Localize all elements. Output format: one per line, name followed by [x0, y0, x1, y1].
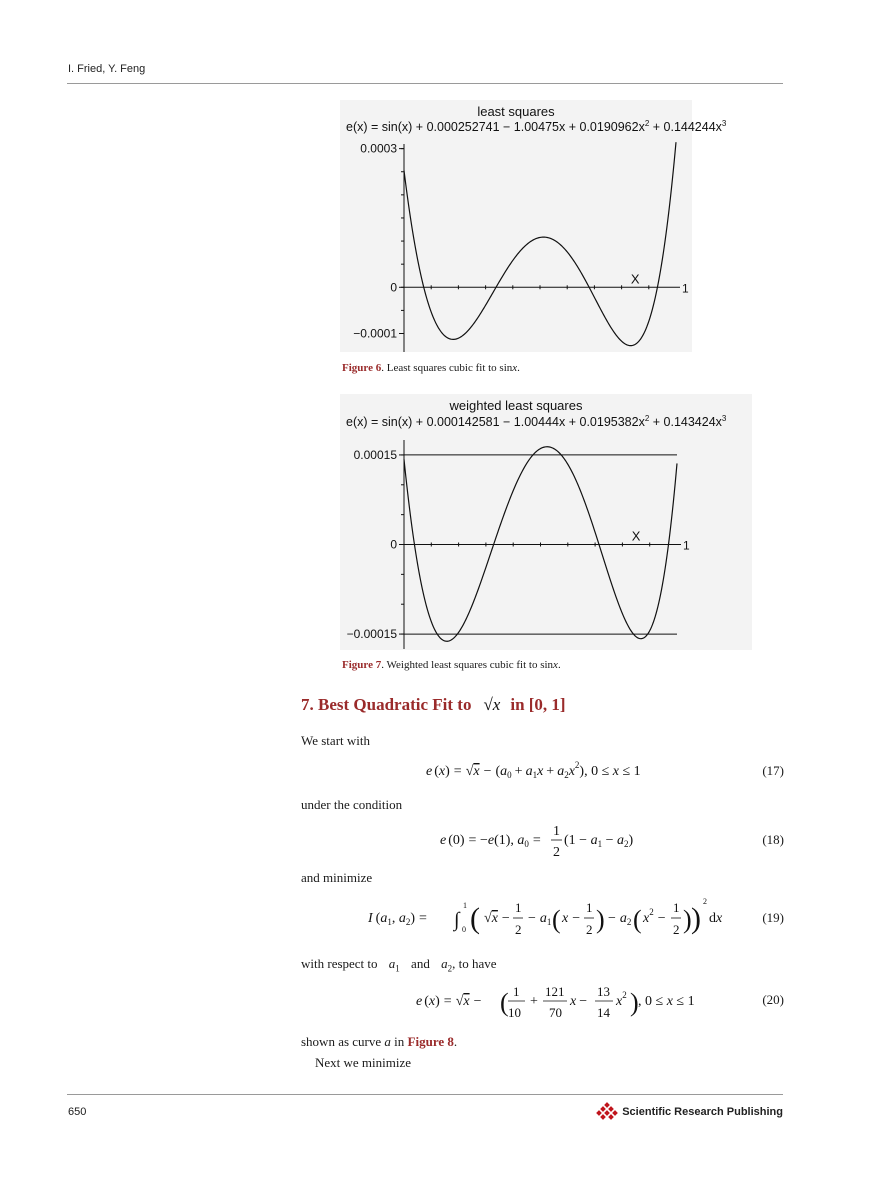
equation-20 — [300, 975, 784, 1027]
equation-18-number: (18) — [762, 832, 784, 847]
section-title-suffix: in [0, 1] — [510, 695, 566, 714]
text-to-have: , to have — [452, 956, 497, 971]
least-squares-chart — [340, 100, 727, 352]
equation-19 — [300, 890, 784, 946]
figure-7-plot — [340, 394, 752, 650]
figure-6-caption-text: . Least squares cubic fit to sin — [381, 362, 513, 374]
chart-title: weighted least squares — [449, 398, 583, 413]
var-a1: $a_1$ — [388, 956, 400, 974]
figure-6-caption-var: x — [512, 362, 518, 374]
paragraph-minimize: and minimize — [301, 870, 373, 885]
svg-text:(: ( — [633, 905, 642, 934]
paragraph-next: Next we minimize — [315, 1055, 412, 1070]
equation-19-number: (19) — [762, 910, 784, 925]
y-tick-label: 0 — [390, 537, 397, 552]
section-title-sqrt-x: √x — [483, 695, 501, 714]
svg-text:14: 14 — [597, 1005, 610, 1020]
text-in: in — [394, 1034, 405, 1049]
svg-text:1: 1 — [673, 900, 680, 915]
svg-text:, 0 ≤ x ≤ 1: , 0 ≤ x ≤ 1 — [638, 994, 695, 1009]
x-axis-label: X — [631, 528, 641, 544]
svg-text:2: 2 — [703, 897, 707, 906]
svg-text:): ) — [691, 902, 701, 935]
y-tick-label: 0.00015 — [353, 447, 397, 462]
header-rule — [67, 83, 783, 84]
svg-text:2: 2 — [515, 922, 522, 937]
figure-8-link[interactable]: Figure 8 — [407, 1034, 454, 1049]
figure-7-caption-end: . — [557, 659, 561, 671]
figure-6-label[interactable]: Figure 6 — [342, 362, 382, 374]
chart-subtitle: $e(x) = \sin(x) + 0.000252741 - 1.00475x + 0.0190962x^2 + 0.144244x^3$ — [346, 119, 727, 134]
section-heading — [301, 695, 566, 715]
svg-text:1: 1 — [515, 900, 522, 915]
svg-text:2: 2 — [553, 845, 560, 860]
figure-7-caption — [342, 659, 561, 671]
y-tick-label: 0 — [390, 280, 397, 295]
equation-18-formula — [300, 816, 784, 866]
figure-6-caption — [342, 362, 520, 374]
svg-text:): ) — [596, 905, 605, 934]
svg-text:√x−: √x − — [484, 911, 510, 926]
chart-title: least squares — [477, 104, 555, 119]
text-and: and — [411, 956, 430, 971]
x-end-label: 1 — [682, 281, 689, 296]
svg-text:2: 2 — [586, 922, 593, 937]
publisher-brand — [596, 1103, 783, 1121]
svg-text:(1 − a1 − a2): $(1 - a_1 - a_2)$ — [564, 833, 634, 849]
svg-text:x−: x − — [562, 911, 581, 926]
page-number: 650 — [68, 1106, 87, 1118]
svg-text:∫: ∫ — [454, 909, 460, 931]
figure-7-caption-text: . Weighted least squares cubic fit to sin — [381, 659, 554, 671]
svg-text:1: 1 — [463, 901, 467, 910]
publisher-logo-icon — [596, 1103, 618, 1121]
svg-text:0: 0 — [462, 925, 466, 934]
svg-text:−a2: − $a_2$ — [608, 911, 632, 927]
equation-17-number: (17) — [762, 763, 784, 778]
svg-text:1: 1 — [553, 824, 560, 839]
svg-text:(: ( — [470, 902, 480, 935]
figure-7-caption-var: x — [553, 659, 558, 671]
equation-20-formula — [300, 975, 784, 1027]
svg-text:x2−: $x^2$ − — [643, 907, 666, 926]
svg-text:(: ( — [500, 988, 509, 1017]
text-shown-as-curve: shown as curve — [301, 1034, 382, 1049]
svg-text:): ) — [683, 905, 692, 934]
svg-text:x−: x − — [570, 994, 588, 1009]
svg-text:x2: $x^2$ — [616, 990, 627, 1009]
weighted-least-squares-chart — [340, 394, 752, 650]
svg-text:10: 10 — [508, 1005, 521, 1020]
text-period: . — [453, 1034, 458, 1049]
svg-text:1: 1 — [513, 984, 520, 999]
svg-text:dx: dx — [709, 911, 723, 926]
text-with-respect-to: with respect to — [301, 956, 378, 971]
svg-text:2: 2 — [673, 922, 680, 937]
paragraph-with-respect — [301, 956, 496, 974]
svg-text:1: 1 — [586, 900, 593, 915]
chart-subtitle: $e(x) = \sin(x) + 0.000142581 - 1.00444x + 0.0195382x^2 + 0.143424x^3$ — [346, 414, 727, 429]
equation-20-number: (20) — [762, 992, 784, 1007]
svg-text:+: + — [530, 994, 538, 1009]
paragraph-shown-as — [301, 1034, 457, 1050]
publisher-name: Scientific Research Publishing — [622, 1106, 783, 1118]
svg-text:e(x)=√x−: e (x) = √x − — [416, 994, 482, 1009]
y-tick-label: −0.0001 — [353, 326, 397, 341]
svg-text:121: 121 — [545, 984, 565, 999]
figure-7-label[interactable]: Figure 7 — [342, 659, 382, 671]
running-header-authors: I. Fried, Y. Feng — [68, 63, 146, 75]
x-axis-label: X — [630, 271, 640, 287]
y-tick-label: −0.00015 — [346, 627, 397, 642]
text-curve-a: a — [384, 1034, 391, 1049]
figure-6-plot — [340, 100, 727, 352]
figure-6-caption-end: . — [517, 362, 520, 374]
equation-17 — [300, 752, 784, 802]
svg-text:−a1: − $a_1$ — [528, 911, 552, 927]
section-title-prefix: 7. Best Quadratic Fit to — [301, 695, 472, 714]
svg-text:e(x)=√x−(a0+a1x+a2x2), 0 ≤ x ≤: e $(x) = √x - (a_0 + a_1x + a_2x^2)$, 0 ≤ x ≤ 1 — [426, 760, 641, 780]
svg-text:70: 70 — [549, 1005, 562, 1020]
svg-text:13: 13 — [597, 984, 610, 999]
paragraph-condition: under the condition — [301, 797, 403, 812]
equation-18 — [300, 816, 784, 866]
x-end-label: 1 — [683, 538, 690, 553]
svg-text:e(0)= −e(1), a0=: e (0) = −e(1), $a_0$ = — [440, 833, 541, 849]
var-a2: $a_2$ — [441, 956, 453, 974]
y-tick-label: 0.0003 — [360, 141, 397, 156]
equation-17-formula — [300, 752, 784, 792]
svg-text:): ) — [630, 988, 639, 1017]
paragraph-start: We start with — [301, 733, 370, 748]
equation-19-formula — [300, 890, 784, 946]
svg-text:I(a1, a2)=: I ($a_1$, $a_2$) = — [368, 911, 427, 927]
error-curve — [404, 142, 676, 345]
svg-text:(: ( — [552, 905, 561, 934]
footer-rule — [67, 1094, 783, 1095]
